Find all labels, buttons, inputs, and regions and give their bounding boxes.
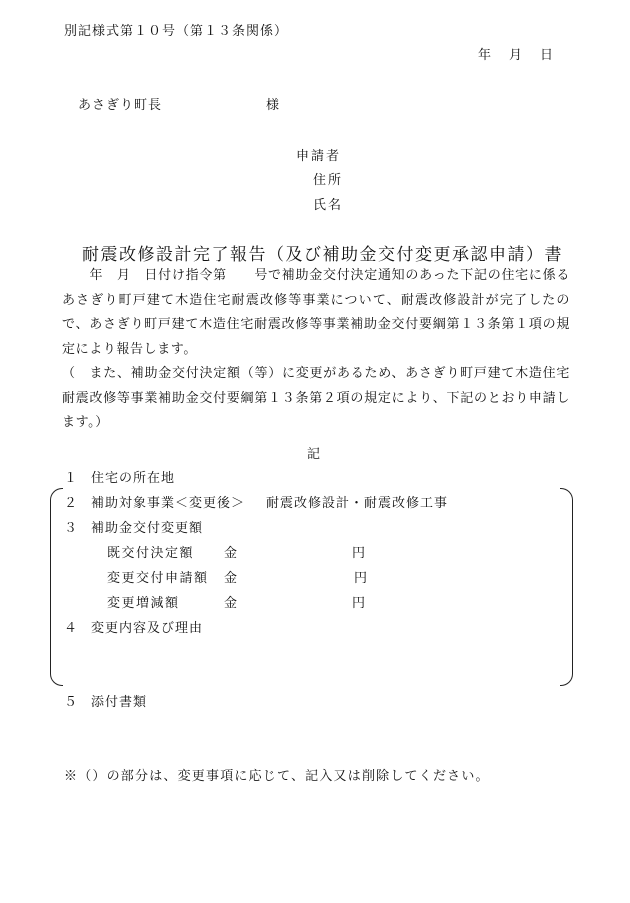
date-month-label: 月 <box>509 48 523 63</box>
footnote: ※（）の部分は、変更事項に応じて、記入又は削除してください。 <box>64 769 490 784</box>
item-label: 添付書類 <box>91 695 148 710</box>
amount-currency: 金 <box>224 546 239 561</box>
body-paragraph-report: 年 月 日付け指令第 号で補助金交付決定通知のあった下記の住宅に係るあさぎり町戸建て木造住宅耐震改修等事業について、耐震改修設計が完了したので、あさぎり町戸建て木造住宅耐震改修等事業補助金交付要綱第１３条第１項の規定により報告します。 <box>62 268 570 357</box>
right-bracket <box>560 488 573 686</box>
item-1 <box>64 467 175 486</box>
amount-currency: 金 <box>224 596 239 611</box>
ki-heading: 記 <box>307 447 321 462</box>
amount-label: 変更交付申請額 <box>107 571 209 586</box>
amount-unit: 円 <box>352 546 367 561</box>
body-text <box>62 264 570 436</box>
body-paragraph-change-request: （ また、補助金交付決定額（等）に変更があるため、あさぎり町戸建て木造住宅耐震改修等事業補助金交付要綱第１３条第２項の規定により、下記のとおり申請します。） <box>62 366 570 430</box>
item-2-value: 耐震改修設計・耐震改修工事 <box>266 496 449 511</box>
item-5 <box>64 691 147 710</box>
addressee-name: あさぎり町長 <box>78 98 163 113</box>
date-day-label: 日 <box>540 48 554 63</box>
item-label: 住宅の所在地 <box>91 471 176 486</box>
item-number: ３ <box>64 521 79 536</box>
item-label: 変更内容及び理由 <box>91 621 204 636</box>
date-line <box>478 44 553 63</box>
item-number: ５ <box>64 695 79 710</box>
amount-unit: 円 <box>354 571 369 586</box>
applicant-name-label: 氏名 <box>313 198 344 213</box>
date-year-label: 年 <box>478 48 492 63</box>
amount-label: 変更増減額 <box>107 596 180 611</box>
form-number: 別記様式第１０号（第１３条関係） <box>64 24 289 39</box>
item-label: 補助金交付変更額 <box>91 521 204 536</box>
applicant-address-label: 住所 <box>313 173 344 188</box>
item-2 <box>64 492 245 511</box>
left-bracket <box>50 488 63 686</box>
document-title: 耐震改修設計完了報告（及び補助金交付変更承認申請）書 <box>82 245 563 265</box>
amount-currency: 金 <box>224 571 239 586</box>
item-number: ４ <box>64 621 79 636</box>
amount-label: 既交付決定額 <box>107 546 195 561</box>
item-number: ２ <box>64 496 79 511</box>
amount-unit: 円 <box>352 596 367 611</box>
applicant-label: 申請者 <box>296 149 342 164</box>
item-number: １ <box>64 471 79 486</box>
addressee-honorific: 様 <box>266 98 280 113</box>
item-4 <box>64 617 203 636</box>
item-label: 補助対象事業＜変更後＞ <box>91 496 246 511</box>
item-3 <box>64 517 203 536</box>
